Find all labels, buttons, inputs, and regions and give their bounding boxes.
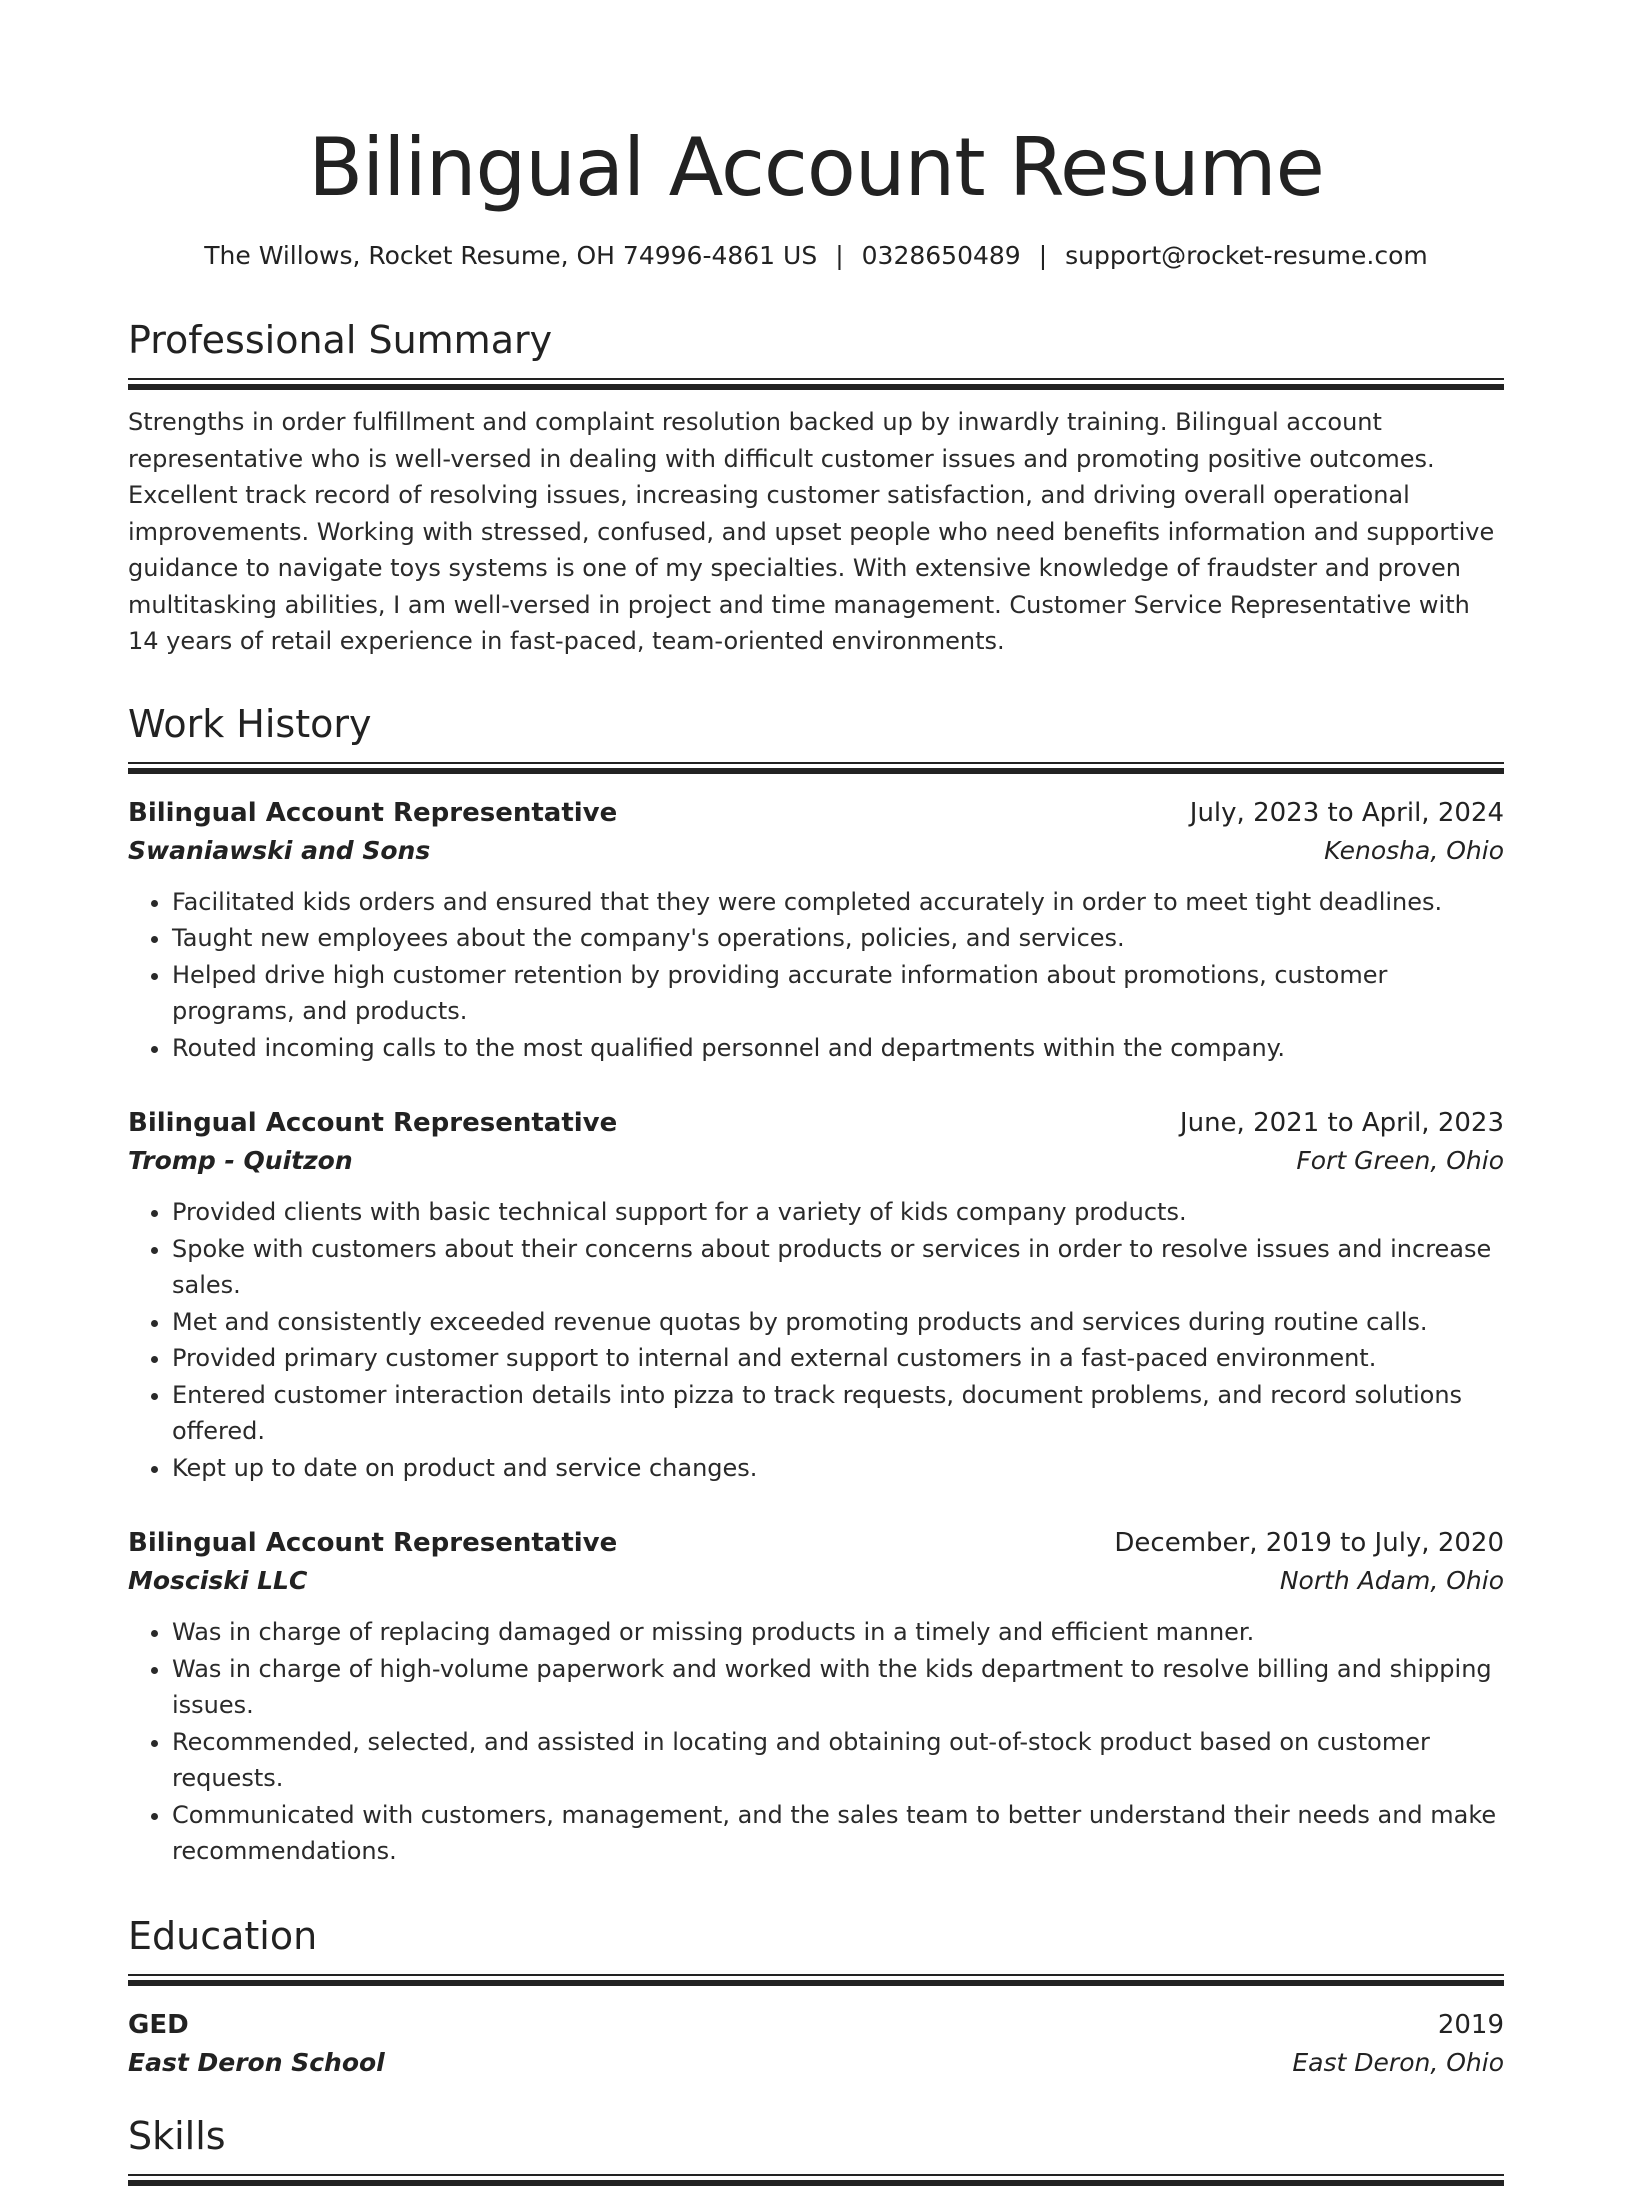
job-dates: December, 2019 to July, 2020 (1114, 1528, 1504, 1558)
job-company: Mosciski LLC (128, 1566, 308, 1595)
section-divider (128, 2174, 1504, 2186)
job-company-row (128, 1142, 1504, 1180)
job-company: Swaniawski and Sons (128, 835, 431, 865)
section-divider (128, 378, 1504, 390)
job-bullet: • Provided primary customer support to internal and external customers in a fast-paced environment. (172, 1340, 1504, 1377)
education-header-row (128, 2006, 1504, 2044)
job-company-row (128, 832, 1504, 870)
section-heading: Skills (128, 2113, 226, 2158)
section-divider (128, 762, 1504, 774)
job-bullet: • Facilitated kids orders and ensured that they were completed accurately in order to meet tight deadlines. (172, 884, 1504, 921)
section-heading: Work History (128, 701, 372, 746)
section-divider (128, 1974, 1504, 1986)
education-school: East Deron School (128, 2047, 385, 2077)
education-school-row (128, 2044, 1504, 2082)
job-bullet: • Taught new employees about the company's operations, policies, and services. (172, 920, 1504, 957)
job-bullet-list (128, 884, 1504, 1067)
section-education (128, 1912, 1504, 2082)
section-professional-summary (128, 316, 1504, 660)
job-bullet: • Entered customer interaction details into pizza to track requests, document problems, and record solutions offered. (172, 1377, 1504, 1450)
job-bullet: • Routed incoming calls to the most qualified personnel and departments within the company. (172, 1030, 1504, 1067)
contact-phone: 0328650489 (861, 241, 1021, 270)
contact-address: The Willows, Rocket Resume, OH 74996-4861 US (204, 241, 818, 270)
contact-separator: | (1038, 241, 1048, 270)
resume-title: Bilingual Account Resume (308, 121, 1324, 214)
contact-separator: | (835, 241, 844, 270)
job-title: Bilingual Account Representative (128, 1108, 618, 1138)
resume-page (128, 0, 1504, 2186)
education-entry (128, 2006, 1504, 2082)
job-dates: July, 2023 to April, 2024 (1189, 797, 1504, 828)
job-location: Kenosha, Ohio (1324, 835, 1504, 865)
job-bullet: • Recommended, selected, and assisted in locating and obtaining out-of-stock product based on customer requests. (172, 1724, 1504, 1797)
job-bullet: • Was in charge of high-volume paperwork and worked with the kids department to resolve billing and shipping issues. (172, 1651, 1504, 1724)
job-company: Tromp - Quitzon (128, 1146, 353, 1175)
job-location: Fort Green, Ohio (1296, 1146, 1504, 1175)
education-degree: GED (128, 2009, 189, 2040)
job-title: Bilingual Account Representative (128, 1528, 618, 1558)
job-entry (128, 794, 1504, 1067)
job-bullet: • Helped drive high customer retention by providing accurate information about promotions, customer programs, and products. (172, 957, 1504, 1030)
summary-text: Strengths in order fulfillment and complaint resolution backed up by inwardly training. Bilingual account representative who is well-versed in dealing with difficult customer issues and promoting positive outcomes. Excellent track record of resolving issues, increasing customer satisfaction, and driving overall operational improvements. Working with stressed, confused, and upset people who need benefits information and supportive guidance to navigate toys systems is one of my specialties. With extensive knowledge of fraudster and proven multitasking abilities, I am well-versed in project and time management. Customer Service Representative with 14 years of retail experience in fast-paced, team-oriented environments. (128, 408, 1495, 655)
job-bullet: • Was in charge of replacing damaged or missing products in a timely and efficient manner. (172, 1614, 1504, 1651)
contact-line (128, 240, 1504, 272)
job-entry (128, 1104, 1504, 1486)
job-location: North Adam, Ohio (1279, 1566, 1504, 1595)
job-bullet-list (128, 1194, 1504, 1486)
section-skills (128, 2112, 1504, 2186)
job-bullet-list (128, 1614, 1504, 1870)
job-company-row (128, 1562, 1504, 1600)
job-entry (128, 1524, 1504, 1870)
job-bullet: • Communicated with customers, management, and the sales team to better understand their needs and make recommendations. (172, 1797, 1504, 1870)
section-heading: Education (128, 1913, 318, 1958)
job-bullet: • Spoke with customers about their concerns about products or services in order to resolve issues and increase sales. (172, 1231, 1504, 1304)
job-bullet: • Kept up to date on product and service changes. (172, 1450, 1504, 1487)
job-bullet: • Met and consistently exceeded revenue quotas by promoting products and services during routine calls. (172, 1304, 1504, 1341)
education-year: 2019 (1437, 2009, 1504, 2040)
job-header-row (128, 1104, 1504, 1142)
job-bullet: • Provided clients with basic technical support for a variety of kids company products. (172, 1194, 1504, 1231)
job-header-row (128, 794, 1504, 832)
job-dates: June, 2021 to April, 2023 (1179, 1108, 1504, 1138)
job-header-row (128, 1524, 1504, 1562)
contact-email: support@rocket-resume.com (1065, 241, 1428, 270)
section-work-history (128, 700, 1504, 1870)
job-title: Bilingual Account Representative (128, 797, 618, 828)
education-location: East Deron, Ohio (1292, 2047, 1504, 2077)
section-heading: Professional Summary (128, 318, 553, 362)
